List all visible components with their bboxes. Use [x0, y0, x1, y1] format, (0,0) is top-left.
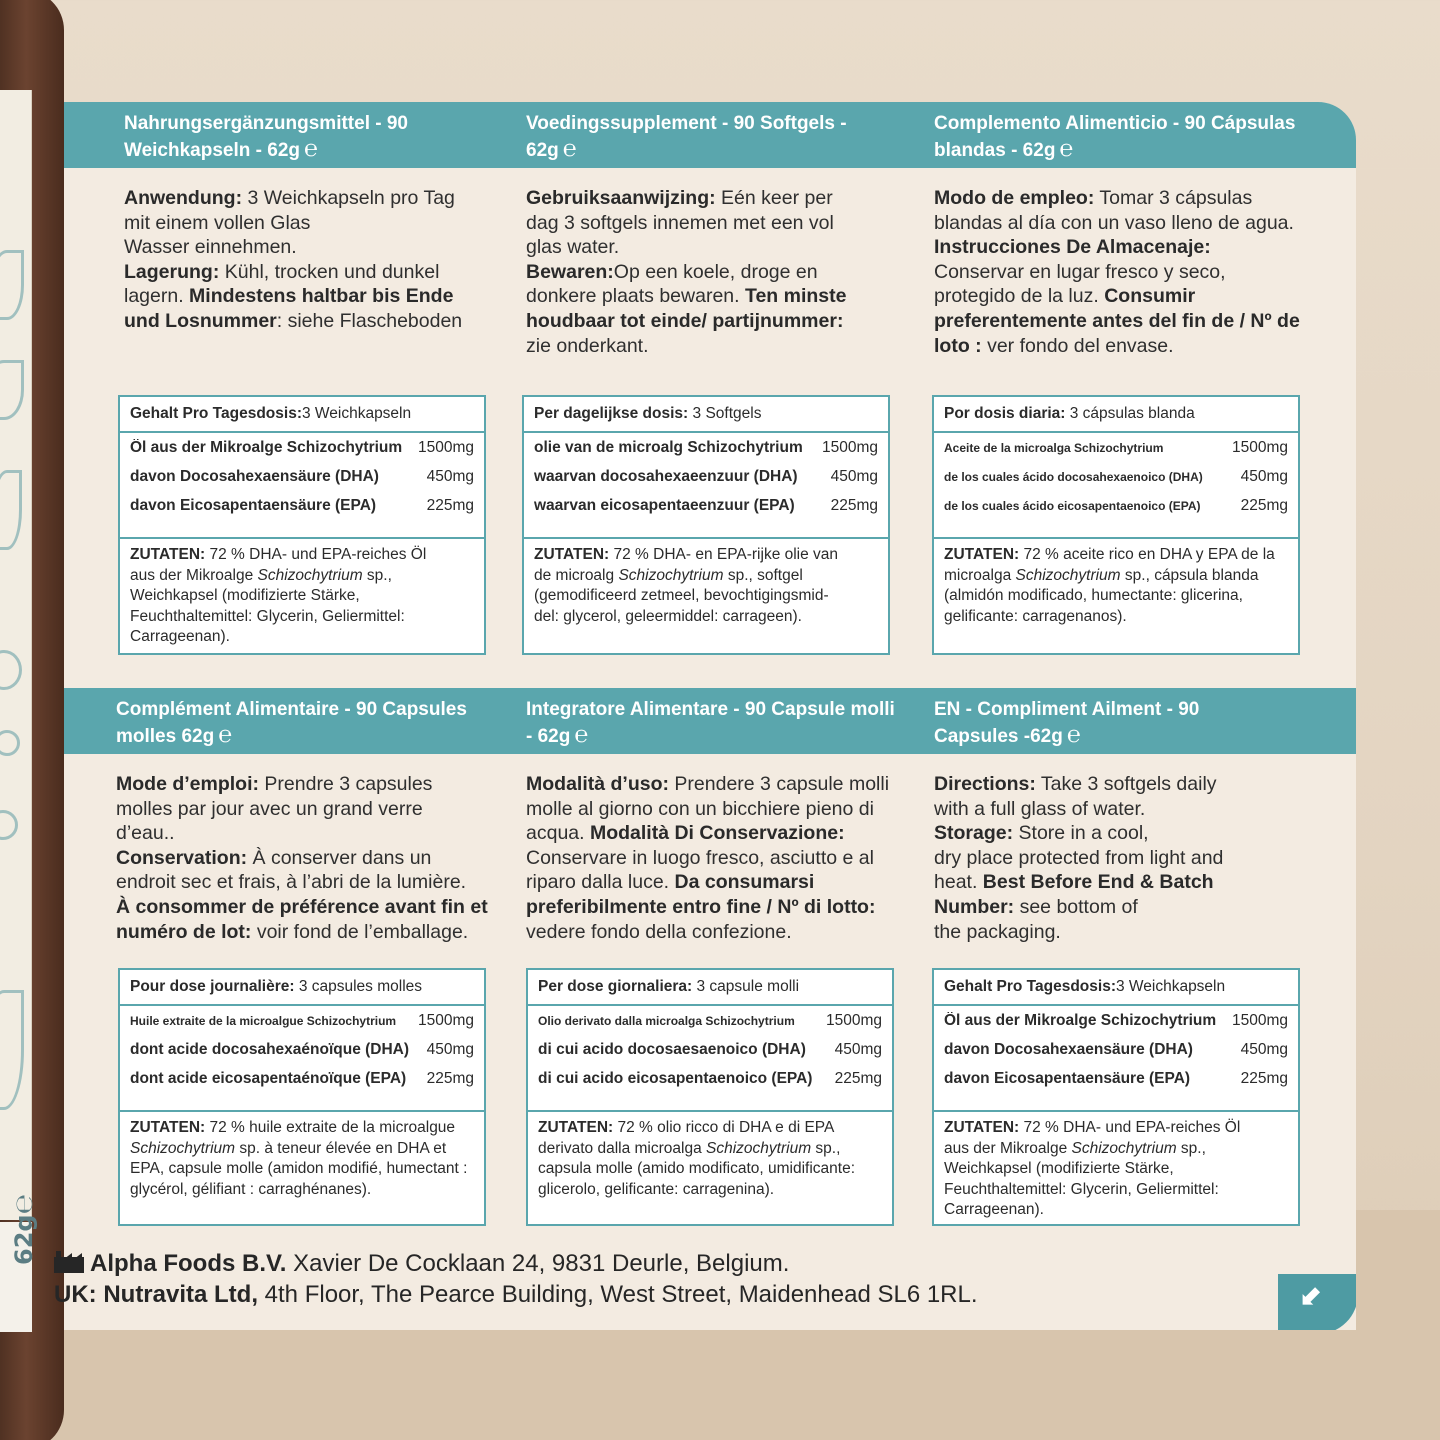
- nutrition-row-label: di cui acido docosaesaenoico (DHA): [538, 1041, 806, 1058]
- nutrition-row: [130, 1070, 474, 1099]
- nutrition-row-value: 1500mg: [417, 439, 474, 456]
- nutrition-row-label: davon Eicosapentaensäure (EPA): [130, 497, 377, 514]
- nutrition-row-label: dont acide docosahexaénoïque (DHA): [130, 1041, 410, 1058]
- footer-address-eu: [54, 1250, 789, 1278]
- ingredients-text: ZUTATEN: 72 % olio ricco di DHA e di EPA derivato dalla microalga Schizochytrium sp., capsula molle (amido modificato, umidificante: glicerolo, gelificante: carragenina).: [538, 1119, 856, 1198]
- nutrition-row: [130, 1041, 474, 1070]
- nutrition-row-label: waarvan docosahexaeenzuur (DHA): [534, 468, 798, 485]
- nutrition-table: [118, 968, 486, 1226]
- ingredients-text: ZUTATEN: 72 % huile extraite de la microalgue Schizochytrium sp. à teneur élevée en DHA et EPA, capsule molle (amidon modifié, humectant : glycérol, gélifiant : carraghénanes).: [130, 1119, 468, 1198]
- bubble-pattern-icon: [0, 730, 20, 756]
- company-name-eu: Alpha Foods B.V.: [90, 1250, 287, 1277]
- nutrition-row: [538, 1070, 882, 1099]
- nutrition-row: [130, 439, 474, 468]
- nutrition-row-label: de los cuales ácido eicosapentaenoico (EPA): [944, 499, 1201, 513]
- ingredients-text: ZUTATEN: 72 % aceite rico en DHA y EPA de la microalga Schizochytrium sp., cápsula blanda (almidón modificado, humectante: glicerina, gelificante: carragenanos).: [944, 546, 1275, 625]
- nutrition-row-label: Öl aus der Mikroalge Schizochytrium: [944, 1012, 1217, 1029]
- estimated-sign-icon: ℮: [562, 135, 577, 161]
- nutrition-row-value: 1500mg: [1231, 439, 1288, 456]
- leaf-pattern-icon: [0, 360, 24, 420]
- section-title: EN - Compliment Ailment - 90 Capsules -62g ℮: [934, 699, 1200, 747]
- section-title: Complemento Alimenticio - 90 Cápsulas blandas - 62g ℮: [934, 113, 1296, 161]
- estimated-sign-icon: ℮: [218, 721, 233, 747]
- nutrition-row-value: 225mg: [426, 1070, 474, 1087]
- nutrition-row-value: 225mg: [426, 497, 474, 514]
- bubble-pattern-icon: [0, 810, 18, 840]
- leaf-pattern-icon: [0, 250, 24, 320]
- nutrition-row-label: Huile extraite de la microalgue Schizochytrium: [130, 1014, 397, 1028]
- nutrition-row: [534, 497, 878, 526]
- nutrition-row-label: davon Docosahexaensäure (DHA): [944, 1041, 1193, 1058]
- nutrition-row-value: 1500mg: [1231, 1012, 1288, 1029]
- nutrition-table: [932, 968, 1300, 1226]
- nutrition-row: [538, 1012, 882, 1041]
- section-title: Nahrungsergänzungsmittel - 90 Weichkapseln - 62g ℮: [124, 113, 408, 161]
- nutrition-row-value: 225mg: [834, 1070, 882, 1087]
- nutrition-row: [944, 1012, 1288, 1041]
- nutrition-row: [944, 1070, 1288, 1099]
- section-instructions: Directions: Take 3 softgels daily with a full glass of water. Storage: Store in a cool, dry place protected from light and heat. Best Before End & Batch Number: see bottom of the packaging.: [934, 773, 1224, 943]
- nutrition-table-rows: [120, 1006, 484, 1112]
- ingredients-text: ZUTATEN: 72 % DHA- und EPA-reiches Öl aus der Mikroalge Schizochytrium sp., Weichkapsel (modifizierte Stärke, Feuchthaltemittel: Glycerin, Geliermittel: Carrageenan).: [130, 546, 427, 645]
- factory-icon: [54, 1251, 84, 1273]
- nutrition-row-label: Olio derivato dalla microalga Schizochytrium: [538, 1014, 795, 1028]
- section-instructions: Anwendung: 3 Weichkapseln pro Tag mit einem vollen Glas Wasser einnehmen. Lagerung: Kühl, trocken und dunkel lagern. Mindestens haltbar bis Ende und Losnummer: siehe Flascheboden: [124, 187, 463, 332]
- nutrition-row: [130, 497, 474, 526]
- section-instructions: Modo de empleo: Tomar 3 cápsulas blandas al día con un vaso lleno de agua. Instrucciones De Almacenaje: Conservar en lugar fresco y seco, protegido de la luz. Consumir preferentemente antes del fin de / Nº de loto : ver fondo del envase.: [934, 187, 1300, 357]
- estimated-sign-icon: ℮: [1059, 135, 1074, 161]
- nutrition-row: [130, 1012, 474, 1041]
- section-instructions: Mode d’emploi: Prendre 3 capsules molles par jour avec un grand verre d’eau.. Conservation: À conserver dans un endroit sec et frais, à l’abri de la lumière. À consommer de préférence avant fin et numéro de lot: voir fond de l’emballage.: [116, 773, 488, 943]
- nutrition-table-rows: [524, 433, 888, 539]
- nutrition-row-value: 1500mg: [417, 1012, 474, 1029]
- nutrition-table-header: Por dosis diaria: 3 cápsulas blanda: [934, 397, 1298, 433]
- nutrition-table-header: Gehalt Pro Tagesdosis:3 Weichkapseln: [120, 397, 484, 433]
- arrow-down-left-icon: ⬋: [1300, 1278, 1324, 1311]
- nutrition-table-header: Gehalt Pro Tagesdosis:3 Weichkapseln: [934, 970, 1298, 1006]
- nutrition-table-header: Pour dose journalière: 3 capsules molles: [120, 970, 484, 1006]
- company-address-uk: 4th Floor, The Pearce Building, West Street, Maidenhead SL6 1RL.: [258, 1281, 978, 1308]
- nutrition-row-label: di cui acido eicosapentaenoico (EPA): [538, 1070, 813, 1087]
- section-instructions: Gebruiksaanwijzing: Eén keer per dag 3 softgels innemen met een vol glas water. Bewaren:Op een koele, droge en donkere plaats bewaren. Ten minste houdbaar tot einde/ partijnummer: zie onderkant.: [526, 187, 847, 357]
- nutrition-table: [118, 395, 486, 655]
- nutrition-row-label: waarvan eicosapentaeenzuur (EPA): [534, 497, 795, 514]
- nutrition-row-value: 225mg: [1240, 1070, 1288, 1087]
- section-title: Complément Alimentaire - 90 Capsules molles 62g ℮: [116, 699, 467, 747]
- nutrition-row: [130, 468, 474, 497]
- nutrition-row-label: davon Eicosapentaensäure (EPA): [944, 1070, 1191, 1087]
- footer-address-uk: [54, 1281, 978, 1309]
- nutrition-table-rows: [528, 1006, 892, 1112]
- nutrition-row-value: 450mg: [1240, 468, 1288, 485]
- nutrition-row-label: olie van de microalg Schizochytrium: [534, 439, 803, 456]
- bubble-pattern-icon: [0, 650, 22, 690]
- bottle-weight-text: 62g℮: [10, 1193, 38, 1265]
- nutrition-row-value: 450mg: [830, 468, 878, 485]
- nutrition-row-value: 450mg: [1240, 1041, 1288, 1058]
- estimated-sign-icon: ℮: [574, 721, 589, 747]
- nutrition-row-label: davon Docosahexaensäure (DHA): [130, 468, 379, 485]
- nutrition-table: [932, 395, 1300, 655]
- nutrition-row-value: 450mg: [834, 1041, 882, 1058]
- nutrition-row-value: 225mg: [1240, 497, 1288, 514]
- nutrition-row-label: Aceite de la microalga Schizochytrium: [944, 441, 1164, 455]
- nutrition-row: [944, 468, 1288, 497]
- nutrition-table: [526, 968, 894, 1226]
- nutrition-row-label: de los cuales ácido docosahexaenoico (DHA): [944, 470, 1203, 484]
- nutrition-row: [944, 439, 1288, 468]
- nutrition-row: [944, 497, 1288, 526]
- section-instructions: Modalità d’uso: Prendere 3 capsule molli molle al giorno con un bicchiere pieno di acqua. Modalità Di Conservazione: Conservare in luogo fresco, asciutto e al riparo dalla luce. Da consumarsi preferibilmente entro fine / Nº di lotto: vedere fondo della confezione.: [526, 773, 890, 943]
- nutrition-row: [944, 1041, 1288, 1070]
- nutrition-row-label: Öl aus der Mikroalge Schizochytrium: [130, 439, 403, 456]
- nutrition-row-label: dont acide eicosapentaénoïque (EPA): [130, 1070, 407, 1087]
- nutrition-row: [534, 439, 878, 468]
- label-panel: [64, 102, 1356, 1330]
- leaf-pattern-icon: [0, 470, 22, 550]
- ingredients-text: ZUTATEN: 72 % DHA- und EPA-reiches Öl aus der Mikroalge Schizochytrium sp., Weichkapsel (modifizierte Stärke, Feuchthaltemittel: Glycerin, Geliermittel: Carrageenan).: [944, 1119, 1241, 1218]
- nutrition-table-rows: [120, 433, 484, 539]
- estimated-sign-icon: ℮: [1066, 721, 1081, 747]
- estimated-sign-icon: ℮: [304, 135, 318, 161]
- nutrition-row-value: 1500mg: [821, 439, 878, 456]
- nutrition-row-value: 1500mg: [825, 1012, 882, 1029]
- nutrition-row: [538, 1041, 882, 1070]
- nutrition-table-rows: [934, 433, 1298, 539]
- nutrition-table-header: Per dose giornaliera: 3 capsule molli: [528, 970, 892, 1006]
- company-name-uk: UK: Nutravita Ltd,: [54, 1281, 258, 1308]
- bottle-label: [0, 90, 32, 1220]
- nutrition-row-value: 450mg: [426, 1041, 474, 1058]
- section-title: Integratore Alimentare - 90 Capsule molli - 62g ℮: [526, 699, 895, 747]
- section-title: Voedingssupplement - 90 Softgels - 62g ℮: [526, 113, 847, 161]
- nutrition-table-rows: [934, 1006, 1298, 1112]
- nutrition-row: [534, 468, 878, 497]
- nutrition-table-header: Per dagelijkse dosis: 3 Softgels: [524, 397, 888, 433]
- leaf-pattern-icon: [0, 990, 24, 1110]
- nutrition-row-value: 225mg: [830, 497, 878, 514]
- ingredients-text: ZUTATEN: 72 % DHA- en EPA-rijke olie van de microalg Schizochytrium sp., softgel (gemodificeerd zetmeel, bevochtigingsmid- del: glycerol, geleermiddel: carrageen).: [534, 546, 839, 625]
- nutrition-table: [522, 395, 890, 655]
- nutrition-row-value: 450mg: [426, 468, 474, 485]
- company-address-eu: Xavier De Cocklaan 24, 9831 Deurle, Belgium.: [286, 1250, 790, 1277]
